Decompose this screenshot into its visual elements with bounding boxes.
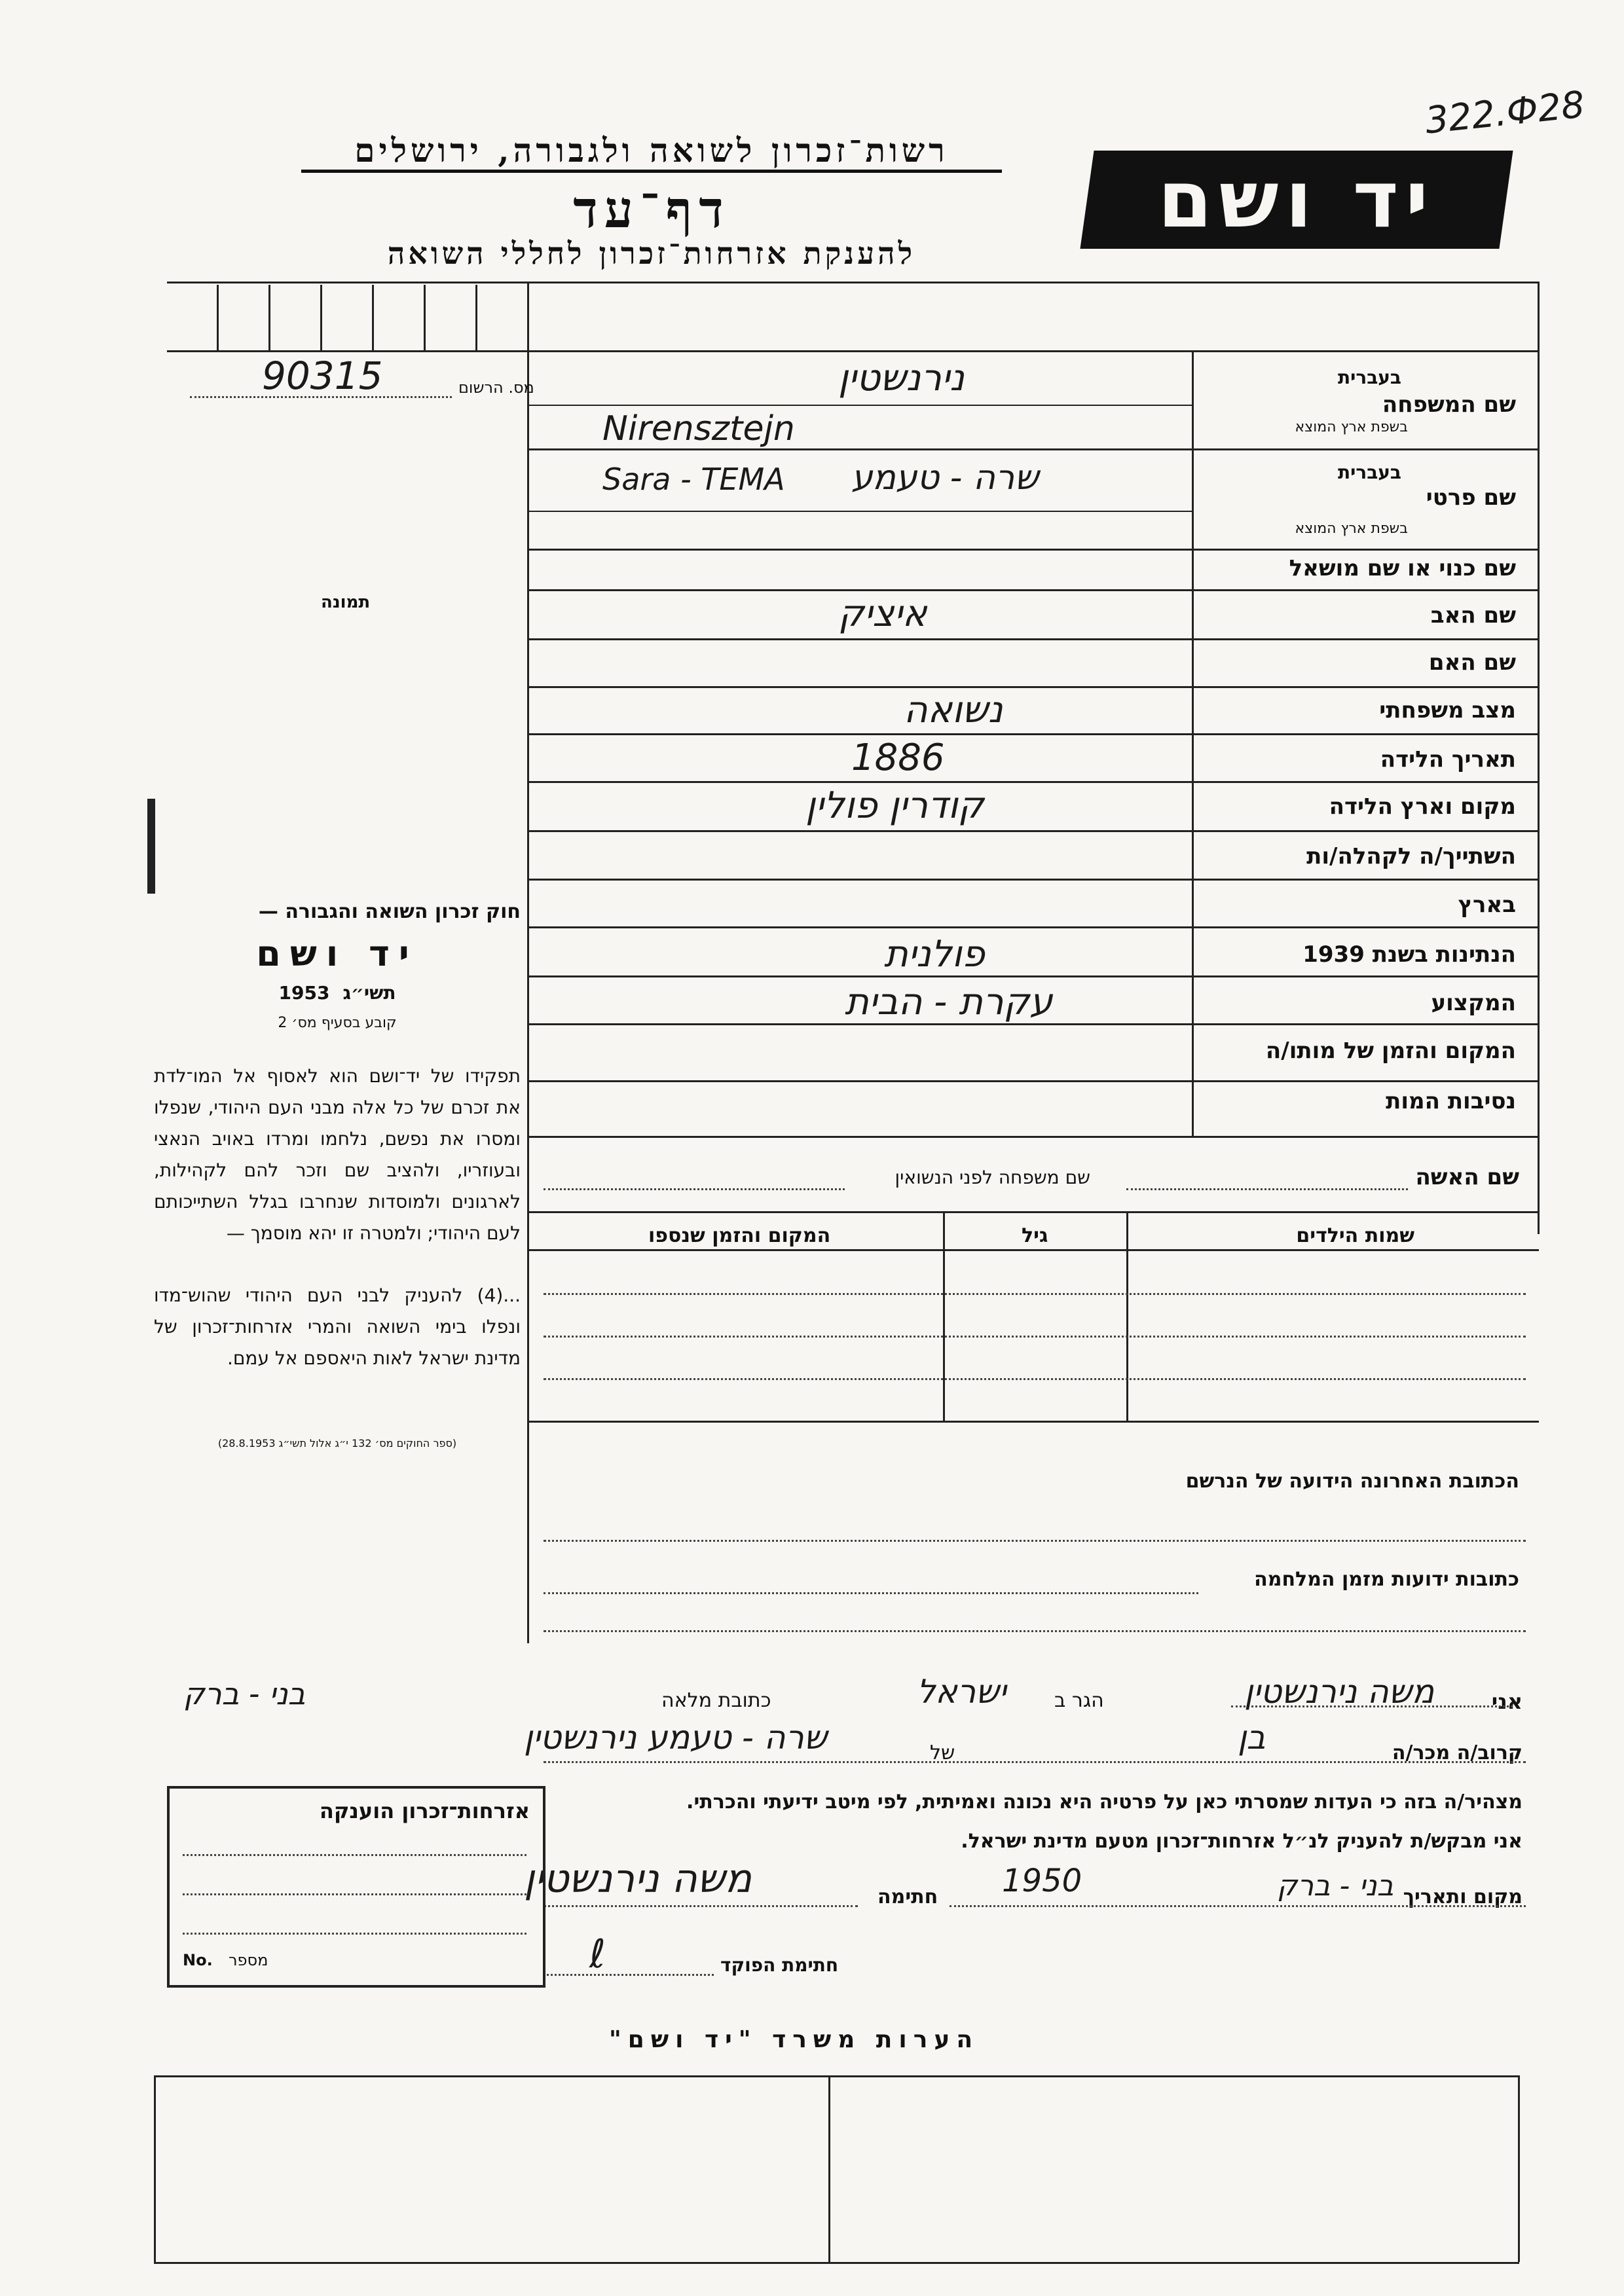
first-name-hebrew-label: בעברית <box>1337 462 1401 483</box>
marital-label: מצב משפחתי <box>1379 697 1516 723</box>
of-value: שרה - טעמע נירנשטין <box>524 1719 828 1757</box>
birth-place-value: קודרין פולין <box>805 784 984 827</box>
of-label: של <box>930 1741 955 1764</box>
row-line-14 <box>527 1136 1539 1138</box>
notes-right-border <box>1518 2075 1520 2262</box>
citizenship-value: פולנית <box>884 933 985 975</box>
row-line-3 <box>527 589 1539 591</box>
marital-value: נשואה <box>904 689 1003 731</box>
first-name-label: שם פרטי <box>1426 484 1516 511</box>
logo-text: יד ושם <box>1158 154 1435 246</box>
award-line-3 <box>183 1933 526 1935</box>
address-label: כתובת מלאה <box>661 1689 771 1712</box>
award-line-1 <box>183 1854 526 1856</box>
father-value: איציק <box>838 592 927 635</box>
row-line-4 <box>527 638 1539 640</box>
wife-maiden-label: שם משפחה לפני הנשואין <box>895 1167 1090 1188</box>
children-col-div-1 <box>943 1211 945 1421</box>
place-date-line <box>950 1905 1526 1907</box>
notes-top-line <box>154 2075 1519 2077</box>
children-col-div-2 <box>1126 1211 1128 1421</box>
officer-signature-line <box>544 1974 714 1976</box>
children-header-place: המקום והזמן שנספו <box>648 1224 831 1247</box>
children-table-bottom <box>527 1421 1539 1423</box>
profession-label: המקצוע <box>1431 990 1516 1016</box>
row-line-2 <box>527 549 1539 551</box>
signature-label: חתימה <box>877 1886 938 1908</box>
children-header-age: גיל <box>1022 1224 1048 1247</box>
row-line-10 <box>527 926 1539 928</box>
surname-hebrew-value: נירנשטין <box>838 357 965 399</box>
signature-line <box>544 1905 858 1907</box>
coding-boxes <box>167 285 527 350</box>
birth-date-value: 1886 <box>851 737 945 779</box>
death-place-time-label: המקום והזמן של מותו/ה <box>1265 1038 1516 1064</box>
law-year-number: 1953 <box>278 982 330 1004</box>
row-line-13 <box>527 1080 1539 1082</box>
children-header-line <box>527 1249 1539 1251</box>
last-address-label: הכתובת האחרונה הידועה של הנרשם <box>1185 1470 1519 1493</box>
margin-mark <box>147 799 155 894</box>
yad-vashem-logo <box>1080 151 1513 249</box>
photo-label: תמונה <box>321 592 371 612</box>
relation-line <box>544 1761 1526 1763</box>
place-value: בני - ברק <box>1277 1869 1394 1903</box>
declaration-line-1: מצהיר/ה בזה כי העדות שמסרתי כאן על פרטיה היא נכונה ואמיתית, לפי מיטב ידיעתי והכרתי. <box>686 1791 1522 1813</box>
row-line-6 <box>527 733 1539 735</box>
children-row-line-3 <box>544 1378 1526 1380</box>
award-number-label: מספר <box>229 1951 268 1969</box>
row-line-11 <box>527 975 1539 977</box>
first-name-hebrew-value: שרה - טעמע <box>851 458 1039 498</box>
law-footnote: (ספר החוקים מס׳ 132 י״ג אלול תשי״ג 28.8.1953) <box>217 1437 457 1449</box>
citizenship-label: הנתינות בשנת 1939 <box>1302 941 1516 968</box>
birth-place-label: מקום וארץ הלידה <box>1329 793 1516 820</box>
notes-bottom-line <box>154 2262 1519 2264</box>
label-divider <box>1192 350 1194 1136</box>
officer-signature-mark: ℓ <box>589 1931 606 1977</box>
war-addresses-dots-2 <box>544 1630 1526 1632</box>
children-table-top <box>527 1211 1539 1213</box>
relation-label: קרוב/ה מכר/ה <box>1392 1741 1522 1764</box>
law-title: חוק זכרון השואה והגבורה — <box>258 900 521 923</box>
notes-divider <box>828 2075 830 2262</box>
first-name-orig-value: Sara - TEMA <box>602 462 785 497</box>
registration-number: 90315 <box>262 354 383 398</box>
place-date-label: מקום ותאריך <box>1403 1886 1522 1908</box>
form-title: דף־עד <box>573 180 730 240</box>
row-line-7 <box>527 781 1539 783</box>
wife-label: שם האשה <box>1415 1164 1519 1190</box>
declarant-signature: משה נירנשטין <box>524 1856 752 1902</box>
war-addresses-label: כתובות ידועות מזמן המלחמה <box>1254 1568 1519 1591</box>
surname-orig-value: Nirensztejn <box>602 409 795 448</box>
surname-label: שם המשפחה <box>1382 392 1516 418</box>
coding-row-bottom <box>167 350 1539 352</box>
law-year-row <box>154 982 521 1004</box>
relation-value: בן <box>1238 1719 1266 1757</box>
law-year-hebrew: תשי״ג <box>342 982 396 1004</box>
row-line-12 <box>527 1023 1539 1025</box>
first-name-orig-label: בשפת ארץ המוצא <box>1295 520 1408 537</box>
father-label: שם האב <box>1430 602 1516 629</box>
profession-value: עקרת - הבית <box>845 981 1053 1023</box>
form-subtitle: להענקת אזרחות־זכרון לחללי השואה <box>387 236 916 271</box>
children-row-line-2 <box>544 1336 1526 1338</box>
children-row-line-1 <box>544 1293 1526 1295</box>
row-line-5 <box>527 686 1539 688</box>
row-line-9 <box>527 879 1539 881</box>
notes-left-border <box>154 2075 156 2262</box>
resides-value: ישראל <box>917 1673 1006 1711</box>
award-line-2 <box>183 1893 526 1895</box>
children-header-names: שמות הילדים <box>1296 1224 1414 1247</box>
nickname-label: שם כנוי או שם מושאל <box>1289 555 1516 581</box>
war-addresses-dots-1 <box>544 1592 1198 1594</box>
death-cause-label: נסיבות המות <box>1386 1088 1516 1114</box>
surname-hebrew-label: בעברית <box>1337 367 1401 388</box>
mother-label: שם האם <box>1428 649 1516 676</box>
date-value: 1950 <box>1002 1863 1082 1899</box>
country-label: בארץ <box>1458 892 1516 918</box>
row-line-8 <box>527 830 1539 832</box>
officer-signature-label: חתימת הפוקד <box>720 1954 839 1976</box>
resides-label: הגר ב <box>1054 1689 1104 1712</box>
surname-orig-label: בשפת ארץ המוצא <box>1295 419 1408 435</box>
archive-number: 322.Ф28 <box>1423 83 1587 143</box>
law-big: יד ושם <box>256 933 418 974</box>
top-border <box>167 282 1539 283</box>
registration-label: מס. הרשום <box>458 378 534 397</box>
wife-line <box>1126 1188 1408 1190</box>
notes-title: הערות משרד "יד ושם" <box>609 2026 980 2053</box>
row-line-1 <box>527 448 1539 450</box>
right-border <box>1538 282 1540 1234</box>
first-name-mid-line <box>527 511 1192 512</box>
law-text-2: ...(4) להעניק לבני העם היהודי שהוש־מדו ונפלו בימי השואה והמרי אזרחות־זכרון של מדינת ישראל לאות היאספם אל עמם. <box>154 1285 521 1369</box>
column-divider <box>527 282 529 1643</box>
award-number-latin: No. <box>183 1951 213 1969</box>
law-text-1: תפקידו של יד־ושם הוא לאסוף אל המו־לדת את זכרם של כל אלה מבני העם היהודי, שנפלו ומסרו את נפשם, נלחמו ומרדו באויב הנאצי ובעוזריו, ולהציב שם וזכר להם לקהילות, לארגונים ולמוסדות שנחרבו בגלל השתייכותם לעם היהודי; ולמטרה זו יהא מוסמך — <box>154 1065 521 1244</box>
declarant-name: משה נירנשטין <box>1244 1673 1435 1711</box>
declaration-line-2: אני מבקש/ת להעניק לנ״ל אזרחות־זכרון מטעם מדינת ישראל. <box>961 1830 1522 1853</box>
award-title: אזרחות־זכרון הוענקה <box>319 1798 530 1823</box>
community-label: השתייך/ה לקהלה/ות <box>1306 843 1516 869</box>
wife-maiden-line <box>544 1188 845 1190</box>
birth-date-label: תאריך הלידה <box>1380 746 1516 773</box>
declarant-address: בני - ברק <box>183 1676 306 1711</box>
surname-mid-line <box>527 405 1192 406</box>
last-address-dots <box>544 1540 1526 1542</box>
authority-name: רשות־זכרון לשואה ולגבורה, ירושלים <box>301 131 1002 173</box>
declarant-prefix: אני <box>1491 1689 1522 1714</box>
award-box <box>167 1786 545 1988</box>
law-clause: קובע בסעיף מס׳ 2 <box>278 1015 397 1031</box>
